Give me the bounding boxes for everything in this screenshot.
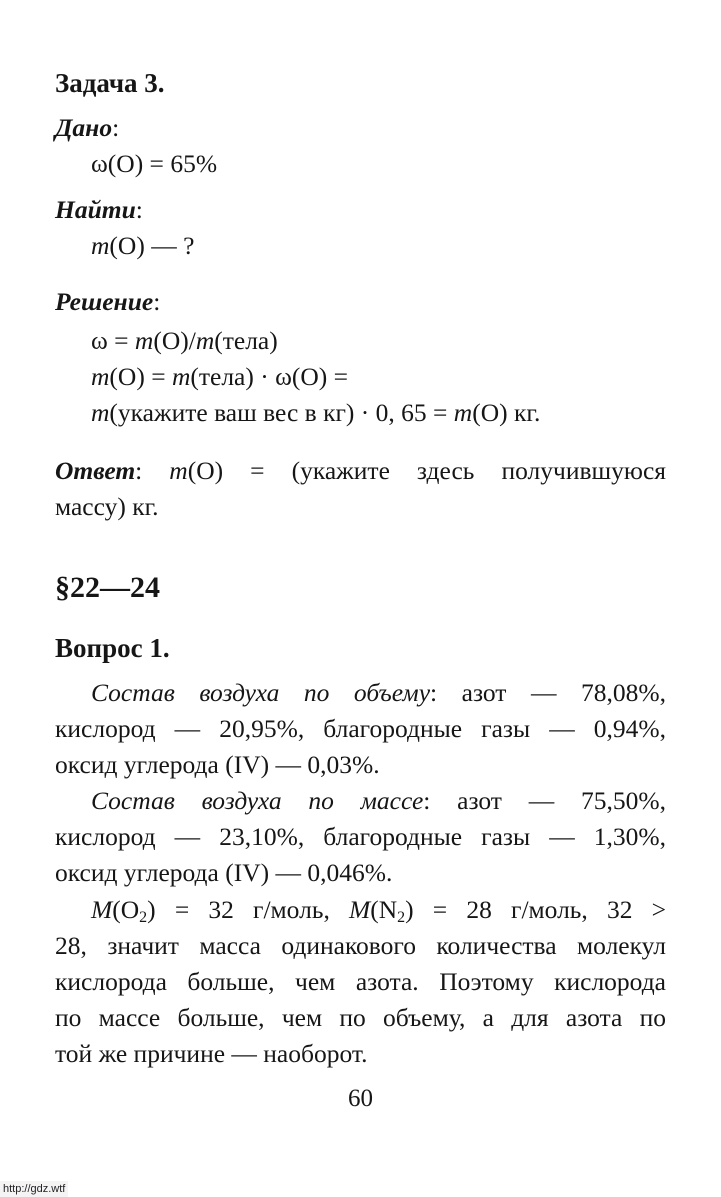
watermark-link[interactable]: http://gdz.wtf xyxy=(0,1181,68,1197)
answer-label: Ответ xyxy=(55,456,136,485)
section-title: §22—24 xyxy=(55,571,160,604)
solution-colon: : xyxy=(153,287,161,316)
paragraph-1-italic: Состав воздуха по объему xyxy=(91,678,431,707)
paragraph-1-line-3: оксид углерода (IV) — 0,03%. xyxy=(55,750,380,779)
task-title: Задача 3. xyxy=(55,68,165,98)
molar-mass-symbol: M xyxy=(348,895,371,924)
find-var-m: m xyxy=(91,231,110,260)
find-label: Найти xyxy=(55,195,136,224)
solution-text: (укажите ваш вес в кг) · 0, 65 = xyxy=(109,398,454,427)
solution-var-m: m xyxy=(134,326,154,355)
solution-line-1 xyxy=(91,325,278,357)
paragraph-text: : азот — 75,50%, xyxy=(423,786,666,815)
solution-var-m: m xyxy=(91,398,110,427)
paragraph-3-line-3: кислорода больше, чем азота. Поэтому кислорода xyxy=(55,967,666,996)
paragraph-1-line-1 xyxy=(91,677,666,709)
subscript: 2 xyxy=(139,909,148,926)
paragraph-1-line-2: кислород — 20,95%, благородные газы — 0,94%, xyxy=(55,714,666,743)
given-value: ω(O) = 65% xyxy=(91,149,218,178)
solution-var-m: m xyxy=(195,326,215,355)
answer-line-2: массу) кг. xyxy=(55,492,159,521)
paragraph-3-line-2: 28, значит масса одинакового количества молекул xyxy=(55,931,666,960)
find-value xyxy=(91,230,194,262)
given-label: Дано xyxy=(55,113,113,142)
find-colon: : xyxy=(135,195,143,224)
answer-var-m: m xyxy=(169,456,188,485)
subscript: 2 xyxy=(397,909,406,926)
solution-text: (тела) xyxy=(214,326,278,355)
solution-text: (O) кг. xyxy=(472,398,541,427)
solution-var-m: m xyxy=(171,362,191,391)
find-rest: (O) — ? xyxy=(109,231,195,260)
paragraph-text: ) = 28 г/моль, 32 > xyxy=(405,895,666,924)
solution-text: (O)/ xyxy=(153,326,196,355)
paragraph-3-line-5: той же причине — наоборот. xyxy=(55,1039,368,1068)
solution-var-m: m xyxy=(453,398,473,427)
find-heading xyxy=(55,194,143,226)
paragraph-2-line-1 xyxy=(91,785,666,817)
solution-line-2 xyxy=(91,361,348,393)
solution-heading xyxy=(55,286,160,318)
answer-colon: : xyxy=(135,456,170,485)
page-number: 60 xyxy=(348,1085,373,1112)
paragraph-3-line-1 xyxy=(91,894,666,926)
solution-text: ω = xyxy=(91,326,135,355)
given-heading xyxy=(55,112,119,144)
answer-text: (O) = (укажите здесь получившуюся xyxy=(187,456,666,485)
paragraph-text: (O xyxy=(112,895,140,924)
solution-label: Решение xyxy=(55,287,154,316)
molar-mass-symbol: M xyxy=(91,895,113,924)
paragraph-2-line-3: оксид углерода (IV) — 0,046%. xyxy=(55,858,393,887)
solution-var-m: m xyxy=(91,362,110,391)
paragraph-3-line-4: по массе больше, чем по объему, а для азота по xyxy=(55,1003,666,1032)
solution-text: (O) = xyxy=(109,362,172,391)
paragraph-2-line-2: кислород — 23,10%, благородные газы — 1,30%, xyxy=(55,822,666,851)
solution-text: (тела) · ω(O) = xyxy=(190,362,349,391)
paragraph-text: ) = 32 г/моль, xyxy=(147,895,349,924)
paragraph-text: : азот — 78,08%, xyxy=(430,678,666,707)
solution-line-3 xyxy=(91,397,540,429)
answer-line-1 xyxy=(55,455,666,487)
paragraph-text: (N xyxy=(370,895,398,924)
paragraph-2-italic: Состав воздуха по массе xyxy=(91,786,424,815)
question-title: Вопрос 1. xyxy=(55,633,170,663)
given-colon: : xyxy=(112,113,120,142)
